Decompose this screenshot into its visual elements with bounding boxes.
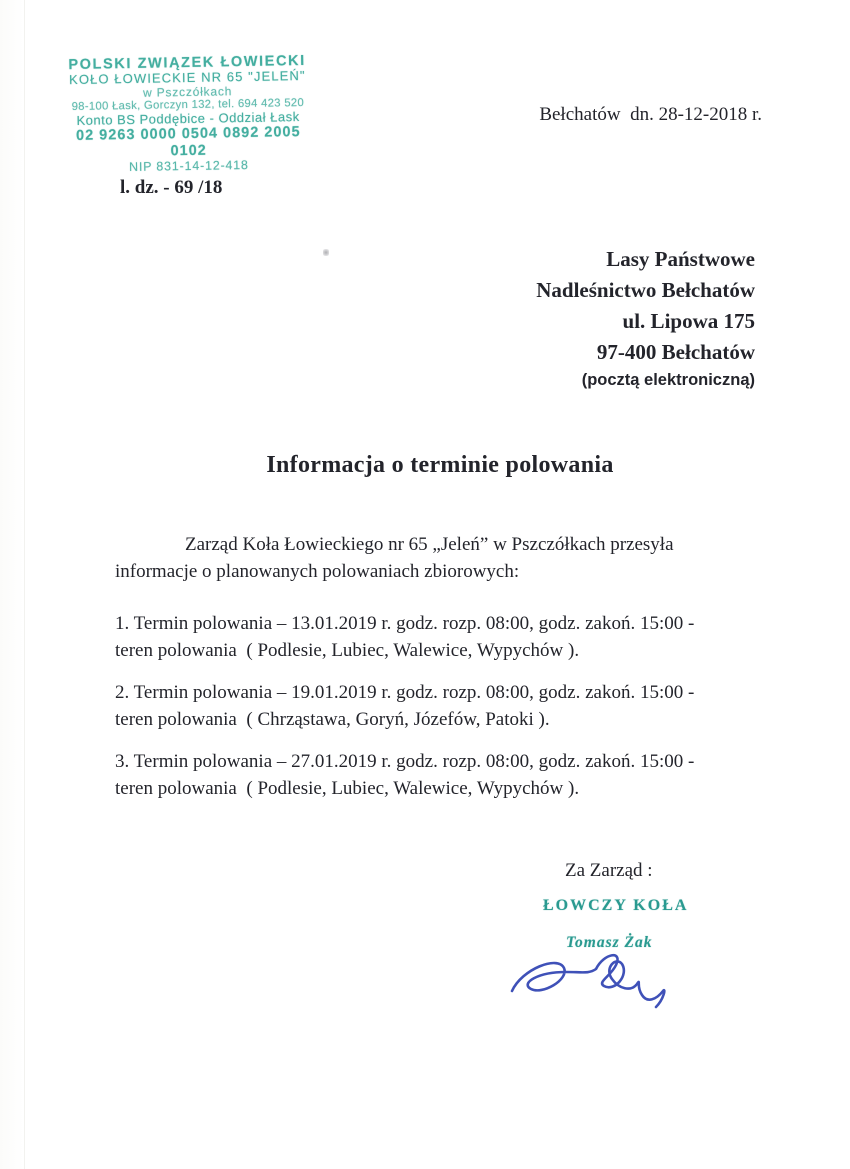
hunt-item-line: 1. Termin polowania – 13.01.2019 r. godz. rozp. 08:00, godz. zakoń. 15:00 -	[115, 613, 695, 634]
stamp-line: w Pszczółkach	[142, 84, 233, 100]
hunt-item-line: teren polowania ( Chrząstawa, Goryń, Józefów, Patoki ).	[115, 709, 550, 730]
scan-edge-shadow	[0, 0, 25, 1169]
stamp-line: KOŁO ŁOWIECKIE NR 65 "JELEŃ"	[68, 68, 306, 88]
stamp-line: POLSKI ZWIĄZEK ŁOWIECKI	[68, 52, 306, 74]
stamp-line: 98-100 Łask, Gorczyn 132, tel. 694 423 520	[71, 97, 305, 114]
closing-phrase: Za Zarząd :	[565, 860, 653, 881]
intro-line: informacje o planowanych polowaniach zbiorowych:	[115, 561, 520, 582]
document-title: Informacja o terminie polowania	[266, 452, 614, 478]
recipient-line: Lasy Państwowe	[606, 247, 755, 271]
stamp-line: Konto BS Poddębice - Oddział Łask	[76, 108, 300, 128]
recipient-address	[430, 244, 755, 392]
role-stamp: ŁOWCZY KOŁA	[543, 897, 689, 914]
hunt-item-line: teren polowania ( Podlesie, Lubiec, Walewice, Wypychów ).	[115, 778, 580, 799]
hunt-item-line: 3. Termin polowania – 27.01.2019 r. godz. rozp. 08:00, godz. zakoń. 15:00 -	[115, 751, 695, 772]
recipient-delivery-note: (pocztą elektroniczną)	[581, 371, 755, 389]
recipient-line: 97-400 Bełchatów	[596, 340, 755, 364]
date-line: Bełchatów dn. 28-12-2018 r.	[539, 104, 762, 125]
recipient-line: ul. Lipowa 175	[622, 309, 755, 333]
intro-paragraph	[115, 531, 747, 585]
stamp-line: NIP 831-14-12-418	[128, 157, 249, 174]
hunt-item-1	[115, 610, 755, 664]
hunt-item-line: teren polowania ( Podlesie, Lubiec, Walewice, Wypychów ).	[115, 640, 580, 661]
hunt-date-list	[115, 610, 755, 817]
stamp-line: 02 9263 0000 0504 0892 2005 0102	[75, 124, 301, 159]
recipient-line: Nadleśnictwo Bełchatów	[536, 278, 755, 302]
hunt-item-line: 2. Termin polowania – 19.01.2019 r. godz. rozp. 08:00, godz. zakoń. 15:00 -	[115, 682, 695, 703]
hunt-item-2	[115, 679, 755, 733]
name-stamp: Tomasz Żak	[566, 934, 653, 951]
intro-line: Zarząd Koła Łowieckiego nr 65 „Jeleń” w Pszczółkach przesyła	[185, 534, 674, 555]
scan-artifact-dot	[323, 249, 329, 256]
hunt-item-3	[115, 748, 755, 802]
reference-number: l. dz. - 69 /18	[120, 177, 223, 198]
handwritten-signature-icon	[506, 941, 686, 1021]
